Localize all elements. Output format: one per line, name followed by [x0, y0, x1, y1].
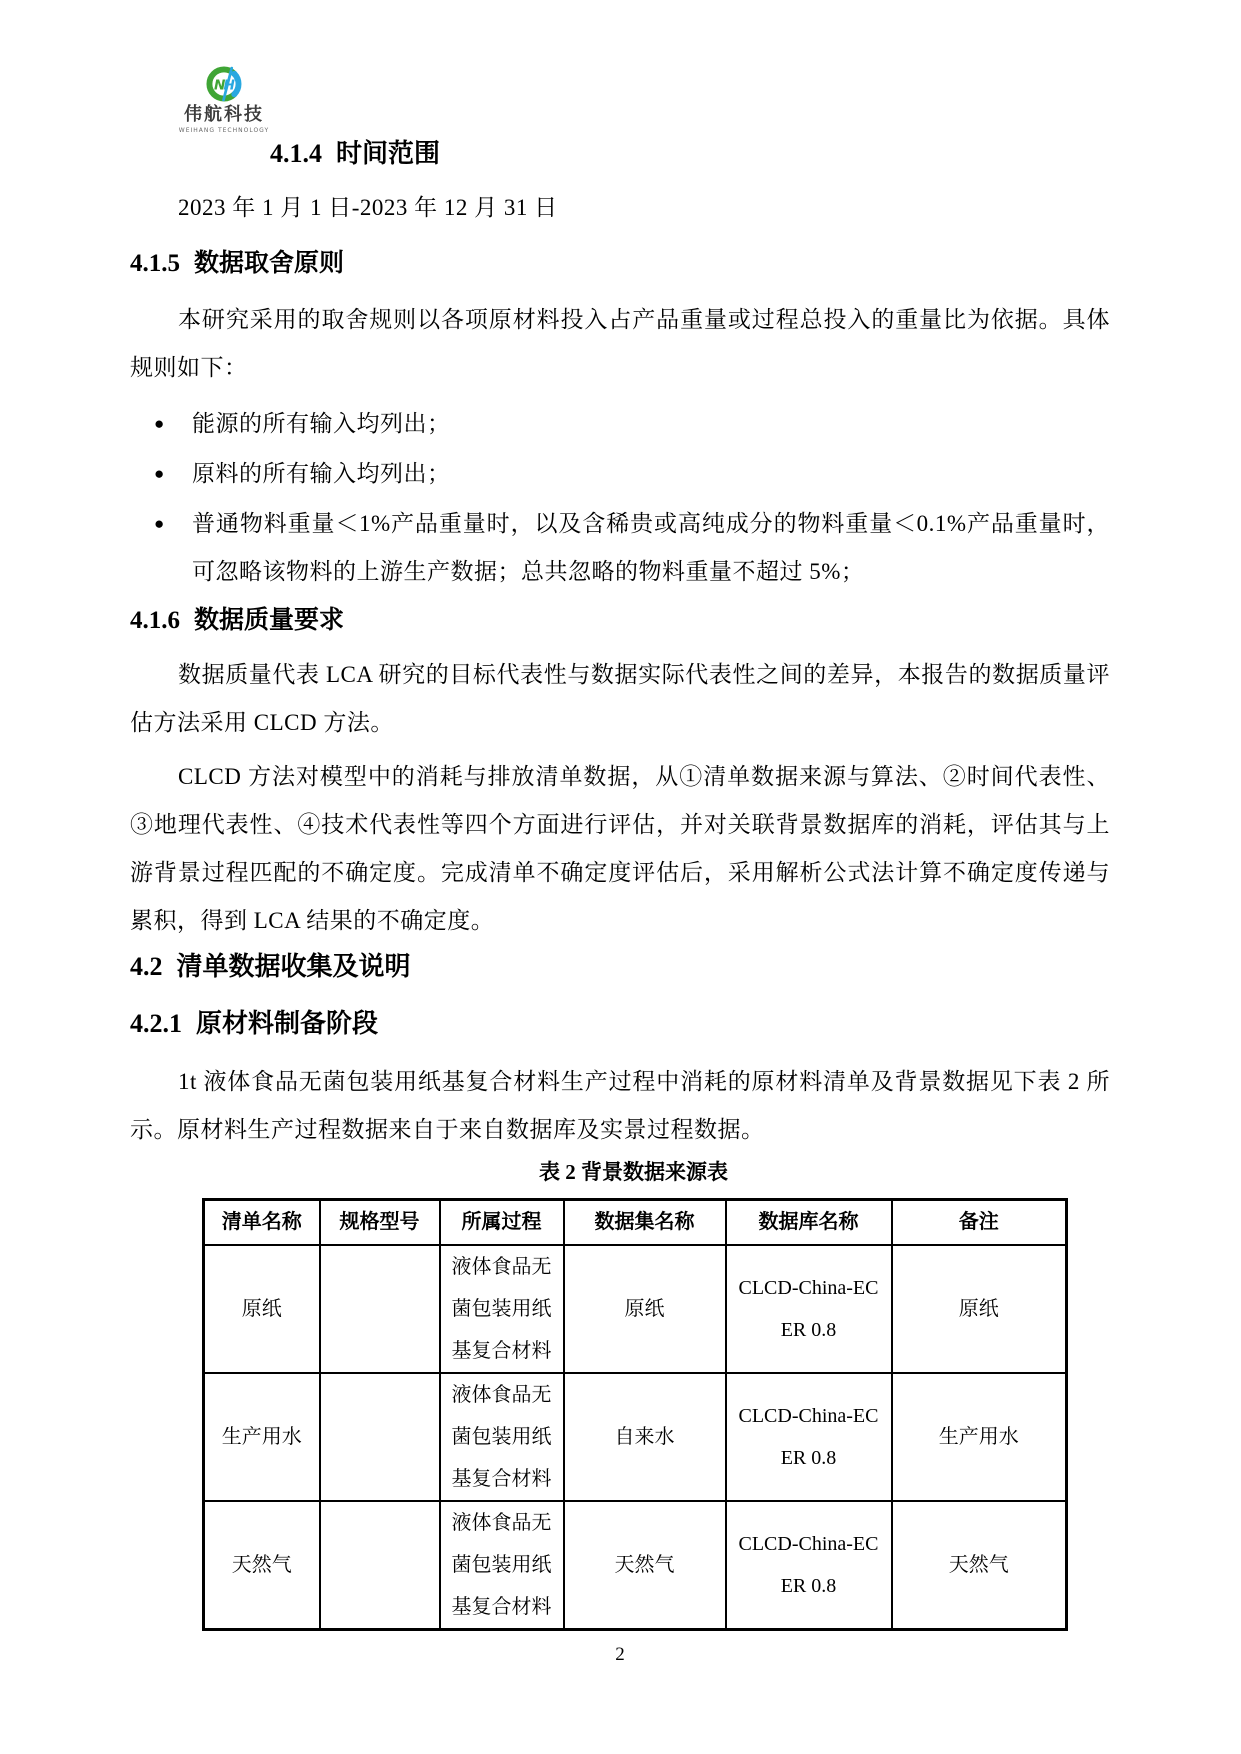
- table-header: [204, 1200, 1067, 1245]
- table-header-cell: 数据库名称: [726, 1200, 892, 1245]
- heading-text: 数据质量要求: [194, 607, 345, 634]
- list-item: [130, 450, 1110, 498]
- heading-number: 4.2.1: [130, 1009, 182, 1038]
- list-item-text: 原料的所有输入均列出；: [192, 461, 451, 486]
- list-item-text: 普通物料重量＜1%产品重量时，以及含稀贵或高纯成分的物料重量＜0.1%产品重量时，可忽略该物料的上游生产数据；总共忽略的物料重量不超过 5%；: [192, 511, 1110, 584]
- svg-text:N: N: [214, 77, 226, 94]
- logo-company-subtitle: WEIHANG TECHNOLOGY: [178, 127, 270, 134]
- bullet-icon: ●: [154, 414, 165, 433]
- table-cell: 生产用水: [204, 1373, 320, 1501]
- svg-text:H: H: [223, 77, 235, 94]
- heading-4-1-4-time-scope: [270, 137, 1110, 171]
- heading-number: 4.2: [130, 952, 163, 981]
- page-number: 2: [615, 1643, 625, 1665]
- paragraph-clcd-method: CLCD 方法对模型中的消耗与排放清单数据，从①清单数据来源与算法、②时间代表性、③地理代表性、④技术代表性等四个方面进行评估，并对关联背景数据库的消耗，评估其与上游背景过程匹配的不确定度。完成清单不确定度评估后，采用解析公式法计算不确定度传递与累积，得到 LCA 结果的不确定度。: [130, 764, 1110, 933]
- heading-4-1-5-data-cutoff: [130, 247, 1110, 281]
- heading-text: 清单数据收集及说明: [176, 952, 411, 981]
- table-body: [204, 1245, 1067, 1630]
- table-cell: 原纸: [892, 1245, 1067, 1373]
- table-cell: 自来水: [564, 1373, 726, 1501]
- table-row: [204, 1245, 1067, 1373]
- heading-4-2-inventory-data: [130, 949, 1110, 985]
- table-cell: 液体食品无菌包装用纸基复合材料: [440, 1373, 564, 1501]
- table-row: [204, 1501, 1067, 1630]
- table-header-cell: 规格型号: [320, 1200, 440, 1245]
- background-data-source-table: [202, 1198, 1068, 1631]
- paragraph-raw-material: 1t 液体食品无菌包装用纸基复合材料生产过程中消耗的原材料清单及背景数据见下表 2 所示。原材料生产过程数据来自于来自数据库及实景过程数据。: [130, 1069, 1110, 1142]
- table-cell: 生产用水: [892, 1373, 1067, 1501]
- bullet-icon: ●: [154, 514, 165, 533]
- table-cell: 天然气: [892, 1501, 1067, 1630]
- cutoff-rules-list: [130, 400, 1110, 596]
- table-cell: [320, 1501, 440, 1630]
- logo-company-name: 伟航科技: [184, 104, 264, 125]
- paragraph-cutoff-rules: 本研究采用的取舍规则以各项原材料投入占产品重量或过程总投入的重量比为依据。具体规则如下：: [130, 307, 1110, 380]
- heading-number: 4.1.6: [130, 607, 180, 634]
- list-item-text: 能源的所有输入均列出；: [192, 411, 451, 436]
- table-header-row: [204, 1200, 1067, 1245]
- table-row: [204, 1373, 1067, 1501]
- table-cell: [320, 1373, 440, 1501]
- table-cell: 液体食品无菌包装用纸基复合材料: [440, 1501, 564, 1630]
- bullet-icon: ●: [154, 464, 165, 483]
- date-range-text: 2023 年 1 月 1 日-2023 年 12 月 31 日: [178, 195, 558, 220]
- company-logo: [176, 64, 272, 135]
- weihang-circle-nh-icon: [193, 64, 255, 104]
- table-cell: CLCD-China-EC ER 0.8: [726, 1373, 892, 1501]
- heading-text: 数据取舍原则: [194, 250, 345, 277]
- table-header-cell: 清单名称: [204, 1200, 320, 1245]
- paragraph-data-quality: 数据质量代表 LCA 研究的目标代表性与数据实际代表性之间的差异，本报告的数据质量评估方法采用 CLCD 方法。: [130, 662, 1110, 735]
- table-header-cell: 数据集名称: [564, 1200, 726, 1245]
- heading-4-2-1-raw-material-stage: [130, 1006, 1110, 1042]
- table-cell: [320, 1245, 440, 1373]
- table-cell: 原纸: [204, 1245, 320, 1373]
- table-caption: 表 2 背景数据来源表: [539, 1160, 728, 1184]
- table-cell: 天然气: [204, 1501, 320, 1630]
- list-item: [130, 400, 1110, 448]
- heading-text: 时间范围: [336, 139, 441, 168]
- table-cell: 天然气: [564, 1501, 726, 1630]
- heading-text: 原材料制备阶段: [196, 1009, 379, 1038]
- table-cell: CLCD-China-EC ER 0.8: [726, 1245, 892, 1373]
- table-header-cell: 备注: [892, 1200, 1067, 1245]
- table-cell: 原纸: [564, 1245, 726, 1373]
- table-cell: 液体食品无菌包装用纸基复合材料: [440, 1245, 564, 1373]
- heading-number: 4.1.4: [270, 139, 322, 168]
- heading-number: 4.1.5: [130, 250, 180, 277]
- heading-4-1-6-data-quality: [130, 604, 1110, 638]
- table-cell: CLCD-China-EC ER 0.8: [726, 1501, 892, 1630]
- table-header-cell: 所属过程: [440, 1200, 564, 1245]
- list-item: [130, 500, 1110, 596]
